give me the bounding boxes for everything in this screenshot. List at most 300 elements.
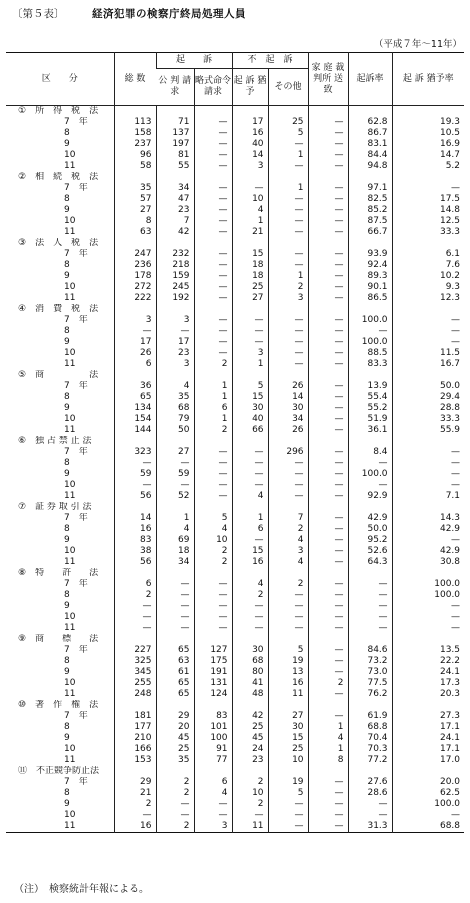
table-cell: 30 (268, 722, 308, 733)
table-cell: — (392, 535, 464, 546)
year-row (6, 315, 464, 326)
table-cell: 1 (194, 414, 232, 425)
table-cell: 27 (114, 205, 156, 216)
table-cell: — (194, 590, 232, 601)
table-cell: — (232, 612, 268, 623)
table-cell: 27 (156, 447, 194, 458)
category-row (6, 238, 464, 249)
table-cell: — (156, 623, 194, 634)
table-cell: 24 (232, 744, 268, 755)
table-cell: 9.3 (392, 282, 464, 293)
table-cell: 3 (194, 821, 232, 833)
table-cell (348, 502, 392, 513)
table-cell (268, 634, 308, 645)
table-cell: 62.5 (392, 788, 464, 799)
table-cell: — (308, 315, 348, 326)
year-label: 10 (64, 612, 76, 622)
year-row (6, 227, 464, 238)
table-cell: 20.3 (392, 689, 464, 700)
table-cell (232, 304, 268, 315)
table-cell: — (194, 799, 232, 810)
table-cell: 89.3 (348, 271, 392, 282)
year-label: 10 (64, 810, 76, 820)
table-cell: 16.9 (392, 139, 464, 150)
table-cell (156, 238, 194, 249)
table-cell: 18 (156, 546, 194, 557)
table-cell: — (308, 810, 348, 821)
table-cell: 38 (114, 546, 156, 557)
table-cell: — (194, 601, 232, 612)
year-row (6, 271, 464, 282)
table-cell: 42.9 (392, 546, 464, 557)
table-cell: 19 (268, 777, 308, 788)
table-cell: 35 (114, 183, 156, 194)
table-cell (156, 370, 194, 381)
year-row (6, 359, 464, 370)
year-row (6, 205, 464, 216)
year-label: 11 (64, 227, 76, 237)
table-cell (232, 568, 268, 579)
table-cell (232, 700, 268, 711)
table-cell: 2 (114, 799, 156, 810)
year-label: 9 (64, 271, 70, 281)
table-cell: — (308, 689, 348, 700)
table-cell: 345 (114, 667, 156, 678)
table-cell (232, 172, 268, 183)
table-cell: 69 (156, 535, 194, 546)
category-label: ② 相 続 税 法 (18, 172, 99, 182)
table-cell (348, 238, 392, 249)
table-cell: 15 (232, 249, 268, 260)
table-cell: 2 (268, 524, 308, 535)
table-cell: — (268, 326, 308, 337)
table-cell: 100.0 (348, 315, 392, 326)
table-cell (194, 238, 232, 249)
table-cell: 19 (268, 656, 308, 667)
table-cell: 68.8 (392, 821, 464, 833)
table-cell: 2 (194, 425, 232, 436)
table-number: 〔第５表〕 (12, 8, 65, 20)
table-cell: — (194, 447, 232, 458)
table-cell: 83 (114, 535, 156, 546)
year-label: 11 (64, 491, 76, 501)
table-cell (392, 502, 464, 513)
year-label: 10 (64, 150, 76, 160)
table-cell: 134 (114, 403, 156, 414)
table-cell: 17.5 (392, 194, 464, 205)
table-cell: — (268, 480, 308, 491)
table-cell: 10 (232, 194, 268, 205)
table-cell (232, 238, 268, 249)
table-cell: — (194, 469, 232, 480)
table-cell: — (392, 326, 464, 337)
table-cell: — (156, 458, 194, 469)
table-cell: 18 (232, 271, 268, 282)
header-category: 区 分 (6, 53, 114, 106)
table-cell (156, 304, 194, 315)
table-cell: — (268, 590, 308, 601)
table-cell: — (232, 480, 268, 491)
year-row (6, 425, 464, 436)
table-cell: — (232, 326, 268, 337)
table-cell: 3 (232, 348, 268, 359)
year-row (6, 601, 464, 612)
footnote: （注） 検察統計年報による。 (14, 884, 149, 895)
table-cell: — (308, 590, 348, 601)
table-cell: 13.5 (392, 645, 464, 656)
year-row (6, 623, 464, 634)
table-cell (308, 568, 348, 579)
table-cell: 19.3 (392, 117, 464, 128)
year-label: 7 年 (64, 117, 88, 127)
table-title: 経済犯罪の検察庁終局処理人員 (92, 8, 246, 20)
table-cell (308, 436, 348, 447)
header-non-prosecution-group: 不 起 訴 (232, 53, 308, 69)
table-cell: 17.0 (392, 755, 464, 766)
table-cell (348, 304, 392, 315)
year-row (6, 667, 464, 678)
table-cell (268, 172, 308, 183)
table-cell: — (308, 293, 348, 304)
table-cell (392, 568, 464, 579)
table-cell: 6 (194, 403, 232, 414)
table-cell: 48 (232, 689, 268, 700)
table-cell: 27 (232, 293, 268, 304)
table-cell: — (194, 117, 232, 128)
year-row (6, 524, 464, 535)
year-label: 7 年 (64, 513, 88, 523)
table-cell: 154 (114, 414, 156, 425)
table-cell: 58 (114, 161, 156, 172)
year-row (6, 755, 464, 766)
table-cell: 4 (232, 579, 268, 590)
table-cell (308, 172, 348, 183)
year-row (6, 381, 464, 392)
table-cell (348, 370, 392, 381)
table-cell (392, 172, 464, 183)
table-cell (348, 634, 392, 645)
year-row (6, 161, 464, 172)
table-cell: 83.1 (348, 139, 392, 150)
table-cell: 20 (156, 722, 194, 733)
table-cell: 61 (156, 667, 194, 678)
table-cell: 2 (156, 777, 194, 788)
table-cell: 2 (194, 546, 232, 557)
table-cell: 7 (268, 513, 308, 524)
table-cell: 18 (232, 260, 268, 271)
table-cell: 100.0 (392, 590, 464, 601)
year-label: 7 年 (64, 183, 88, 193)
year-row (6, 128, 464, 139)
table-cell: 3 (114, 315, 156, 326)
table-cell: 1 (268, 271, 308, 282)
table-cell: 79 (156, 414, 194, 425)
table-cell: 77 (194, 755, 232, 766)
table-cell: — (194, 810, 232, 821)
table-cell: — (308, 150, 348, 161)
table-cell: 17.3 (392, 678, 464, 689)
header-total: 総 数 (114, 53, 156, 106)
year-row (6, 799, 464, 810)
table-cell: 92.4 (348, 260, 392, 271)
category-row (6, 502, 464, 513)
table-cell: 7 (156, 216, 194, 227)
table-cell: 77.2 (348, 755, 392, 766)
table-cell: — (232, 810, 268, 821)
table-cell: 2 (232, 799, 268, 810)
year-label: 11 (64, 821, 76, 831)
table-cell: 178 (114, 271, 156, 282)
year-row (6, 447, 464, 458)
table-cell (232, 370, 268, 381)
table-cell: 236 (114, 260, 156, 271)
header-family-court: 家 庭 裁判所 送 致 (308, 53, 348, 106)
table-cell: — (392, 337, 464, 348)
table-cell (114, 568, 156, 579)
table-cell: 50.0 (392, 381, 464, 392)
year-label: 9 (64, 337, 70, 347)
table-cell: — (268, 491, 308, 502)
table-cell: 296 (268, 447, 308, 458)
table-cell: — (392, 458, 464, 469)
table-cell: 50 (156, 425, 194, 436)
table-cell: 42.9 (392, 524, 464, 535)
table-cell: 3 (268, 293, 308, 304)
table-cell: 20.0 (392, 777, 464, 788)
table-cell: 17 (232, 117, 268, 128)
table-cell: 4 (232, 491, 268, 502)
table-cell: — (156, 601, 194, 612)
table-cell: — (156, 612, 194, 623)
table-cell: 59 (156, 469, 194, 480)
year-label: 10 (64, 678, 76, 688)
header-prosecution-rate: 起訴率 (348, 53, 392, 106)
table-cell: — (308, 271, 348, 282)
table-cell: 29 (114, 777, 156, 788)
table-cell: 23 (232, 755, 268, 766)
table-cell: 55 (156, 161, 194, 172)
table-cell: 92.9 (348, 491, 392, 502)
table-cell: 2 (308, 678, 348, 689)
table-cell: 3 (232, 161, 268, 172)
table-cell (268, 766, 308, 777)
table-cell: — (114, 612, 156, 623)
table-cell (308, 106, 348, 118)
table-cell: 14 (232, 150, 268, 161)
table-cell: 11.5 (392, 348, 464, 359)
year-row (6, 326, 464, 337)
table-cell (194, 172, 232, 183)
table-cell: 63 (114, 227, 156, 238)
table-cell: — (268, 249, 308, 260)
table-cell: 81 (156, 150, 194, 161)
table-cell: — (268, 348, 308, 359)
table-cell: 85.2 (348, 205, 392, 216)
table-cell: — (232, 183, 268, 194)
table-cell: 86.5 (348, 293, 392, 304)
table-cell: 47 (156, 194, 194, 205)
table-cell: 36 (114, 381, 156, 392)
table-cell: 6 (194, 777, 232, 788)
year-row (6, 491, 464, 502)
table-cell: 11 (232, 821, 268, 833)
table-cell: 3 (268, 546, 308, 557)
year-row (6, 579, 464, 590)
table-cell: — (308, 535, 348, 546)
table-cell: 227 (114, 645, 156, 656)
category-row (6, 634, 464, 645)
table-cell: — (268, 821, 308, 833)
table-cell: — (268, 623, 308, 634)
table-cell: — (114, 458, 156, 469)
table-cell: 4 (194, 524, 232, 535)
year-label: 8 (64, 788, 70, 798)
table-cell: — (308, 260, 348, 271)
table-cell: 7.6 (392, 260, 464, 271)
table-cell: — (194, 480, 232, 491)
year-row (6, 689, 464, 700)
table-cell: 137 (156, 128, 194, 139)
table-cell (194, 436, 232, 447)
table-cell: 15 (268, 733, 308, 744)
table-cell: — (114, 480, 156, 491)
table-cell: — (194, 227, 232, 238)
table-cell: — (348, 623, 392, 634)
table-cell: — (194, 183, 232, 194)
table-cell: — (308, 249, 348, 260)
table-cell: — (268, 205, 308, 216)
year-label: 11 (64, 689, 76, 699)
table-cell (392, 436, 464, 447)
category-row (6, 304, 464, 315)
table-cell: 124 (194, 689, 232, 700)
table-cell: 33.3 (392, 414, 464, 425)
header-summary-order: 略式命令請求 (194, 69, 232, 106)
table-cell: 56 (114, 557, 156, 568)
year-label: 8 (64, 458, 70, 468)
table-cell: — (348, 458, 392, 469)
year-label: 11 (64, 623, 76, 633)
year-label: 9 (64, 469, 70, 479)
table-cell: 83 (194, 711, 232, 722)
table-cell (268, 106, 308, 118)
table-cell: — (268, 799, 308, 810)
table-cell: 66 (232, 425, 268, 436)
year-row (6, 535, 464, 546)
table-cell: — (308, 458, 348, 469)
table-cell: — (268, 458, 308, 469)
table-cell: — (268, 161, 308, 172)
table-cell: — (268, 194, 308, 205)
year-label: 8 (64, 392, 70, 402)
table-cell: 255 (114, 678, 156, 689)
table-cell: — (194, 249, 232, 260)
table-cell: 15 (232, 392, 268, 403)
table-cell: — (308, 447, 348, 458)
year-label: 10 (64, 216, 76, 226)
table-cell: — (194, 282, 232, 293)
table-cell: 12.3 (392, 293, 464, 304)
year-row (6, 249, 464, 260)
table-cell: — (194, 348, 232, 359)
table-cell: 100.0 (392, 579, 464, 590)
table-cell: 93.9 (348, 249, 392, 260)
year-row (6, 392, 464, 403)
table-cell (268, 700, 308, 711)
year-row (6, 711, 464, 722)
table-cell: 65 (156, 645, 194, 656)
category-label: ⑨ 商 標 法 (18, 634, 99, 644)
table-cell: — (392, 810, 464, 821)
table-cell: 2 (194, 557, 232, 568)
table-cell: 4 (232, 205, 268, 216)
table-cell: — (268, 337, 308, 348)
table-cell (194, 502, 232, 513)
table-cell: 1 (194, 381, 232, 392)
year-row (6, 150, 464, 161)
table-cell: — (308, 381, 348, 392)
table-cell: — (156, 810, 194, 821)
year-row (6, 733, 464, 744)
table-cell: 55.4 (348, 392, 392, 403)
table-cell (268, 568, 308, 579)
table-cell: — (308, 711, 348, 722)
table-cell: 1 (232, 216, 268, 227)
table-cell: 27.6 (348, 777, 392, 788)
year-row (6, 656, 464, 667)
table-cell: 144 (114, 425, 156, 436)
table-cell: 1 (194, 392, 232, 403)
year-row (6, 744, 464, 755)
table-cell (156, 502, 194, 513)
table-cell: 65 (156, 678, 194, 689)
table-cell: — (232, 535, 268, 546)
year-label: 10 (64, 480, 76, 490)
table-cell: 30 (268, 403, 308, 414)
table-cell: 272 (114, 282, 156, 293)
table-cell: 57 (114, 194, 156, 205)
category-row (6, 172, 464, 183)
table-cell: 68.8 (348, 722, 392, 733)
table-cell: — (156, 480, 194, 491)
table-cell: 4 (268, 557, 308, 568)
year-row (6, 557, 464, 568)
table-cell: — (308, 194, 348, 205)
category-row (6, 568, 464, 579)
table-cell: 27 (268, 711, 308, 722)
table-cell: — (268, 216, 308, 227)
table-cell: 7.1 (392, 491, 464, 502)
table-cell: 2 (232, 590, 268, 601)
table-cell: 73.2 (348, 656, 392, 667)
table-cell: 5 (232, 381, 268, 392)
table-cell: 4 (268, 535, 308, 546)
year-label: 9 (64, 403, 70, 413)
table-cell: 4 (156, 524, 194, 535)
table-cell: 27.3 (392, 711, 464, 722)
table-cell: — (392, 183, 464, 194)
year-label: 8 (64, 656, 70, 666)
table-cell: — (308, 216, 348, 227)
table-cell: 61.9 (348, 711, 392, 722)
table-cell (232, 634, 268, 645)
table-cell: 90.1 (348, 282, 392, 293)
table-cell: — (308, 480, 348, 491)
table-cell: 2 (232, 777, 268, 788)
year-row (6, 821, 464, 833)
table-cell: 17 (114, 337, 156, 348)
table-cell: 16 (232, 557, 268, 568)
